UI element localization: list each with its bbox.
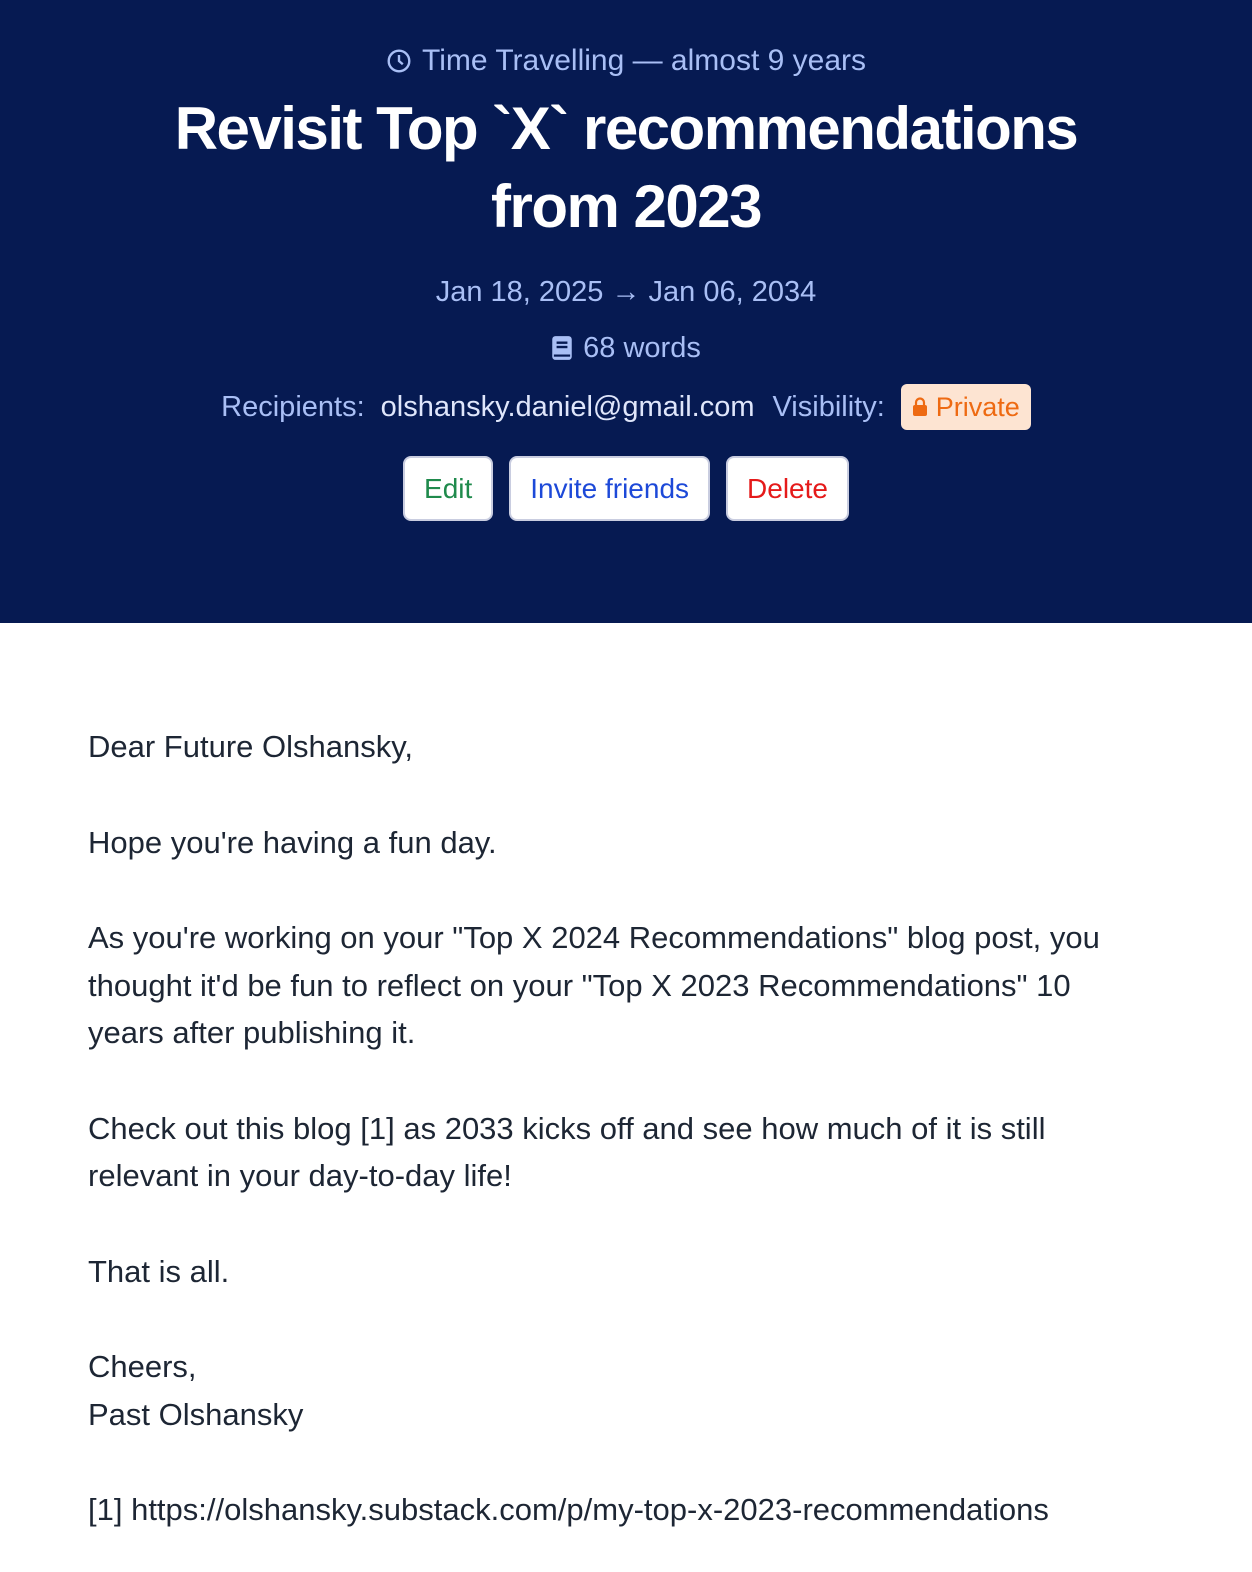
page-title: Revisit Top `X` recommendations from 2023 <box>174 95 1078 240</box>
action-buttons <box>0 456 1252 521</box>
recipient-email: olshansky.daniel@gmail.com <box>380 391 755 423</box>
letter-signoff <box>88 1343 1128 1438</box>
lock-icon <box>912 397 928 417</box>
delete-button[interactable]: Delete <box>726 456 849 521</box>
visibility-badge <box>901 384 1031 430</box>
recipients-label: Recipients: <box>221 391 365 423</box>
invite-friends-button[interactable]: Invite friends <box>509 456 710 521</box>
edit-button[interactable]: Edit <box>403 456 493 521</box>
letter-footnote: [1] https://olshansky.substack.com/p/my-top-x-2023-recommendations <box>88 1492 1049 1527</box>
signoff-name: Past Olshansky <box>88 1396 304 1432</box>
word-count-text: 68 words <box>583 332 701 364</box>
header-hero <box>0 0 1252 623</box>
letter-paragraph: Check out this blog [1] as 2033 kicks off and see how much of it is still relevant in your day-to-day life! <box>88 1110 1046 1193</box>
meta-row <box>0 384 1252 430</box>
eyebrow-text: Time Travelling — almost 9 years <box>421 44 867 77</box>
visibility-value: Private <box>935 392 1020 422</box>
date-range: Jan 18, 2025 → Jan 06, 2034 <box>435 276 817 308</box>
letter-body <box>0 623 1252 1534</box>
visibility-label: Visibility: <box>772 391 885 423</box>
time-travel-info <box>0 0 1252 80</box>
letter-greeting: Dear Future Olshansky, <box>88 729 414 764</box>
letter-paragraph: Hope you're having a fun day. <box>88 824 497 860</box>
word-count <box>0 330 1252 366</box>
letter-paragraph: As you're working on your "Top X 2024 Recommendations" blog post, you thought it'd be fun to reflect on your "Top X 2023 Recommendations" 10 years after publishing it. <box>88 920 1100 1050</box>
book-icon <box>551 335 573 361</box>
letter-paragraph: That is all. <box>88 1253 230 1289</box>
signoff-line: Cheers, <box>88 1349 197 1384</box>
clock-icon <box>386 48 412 74</box>
